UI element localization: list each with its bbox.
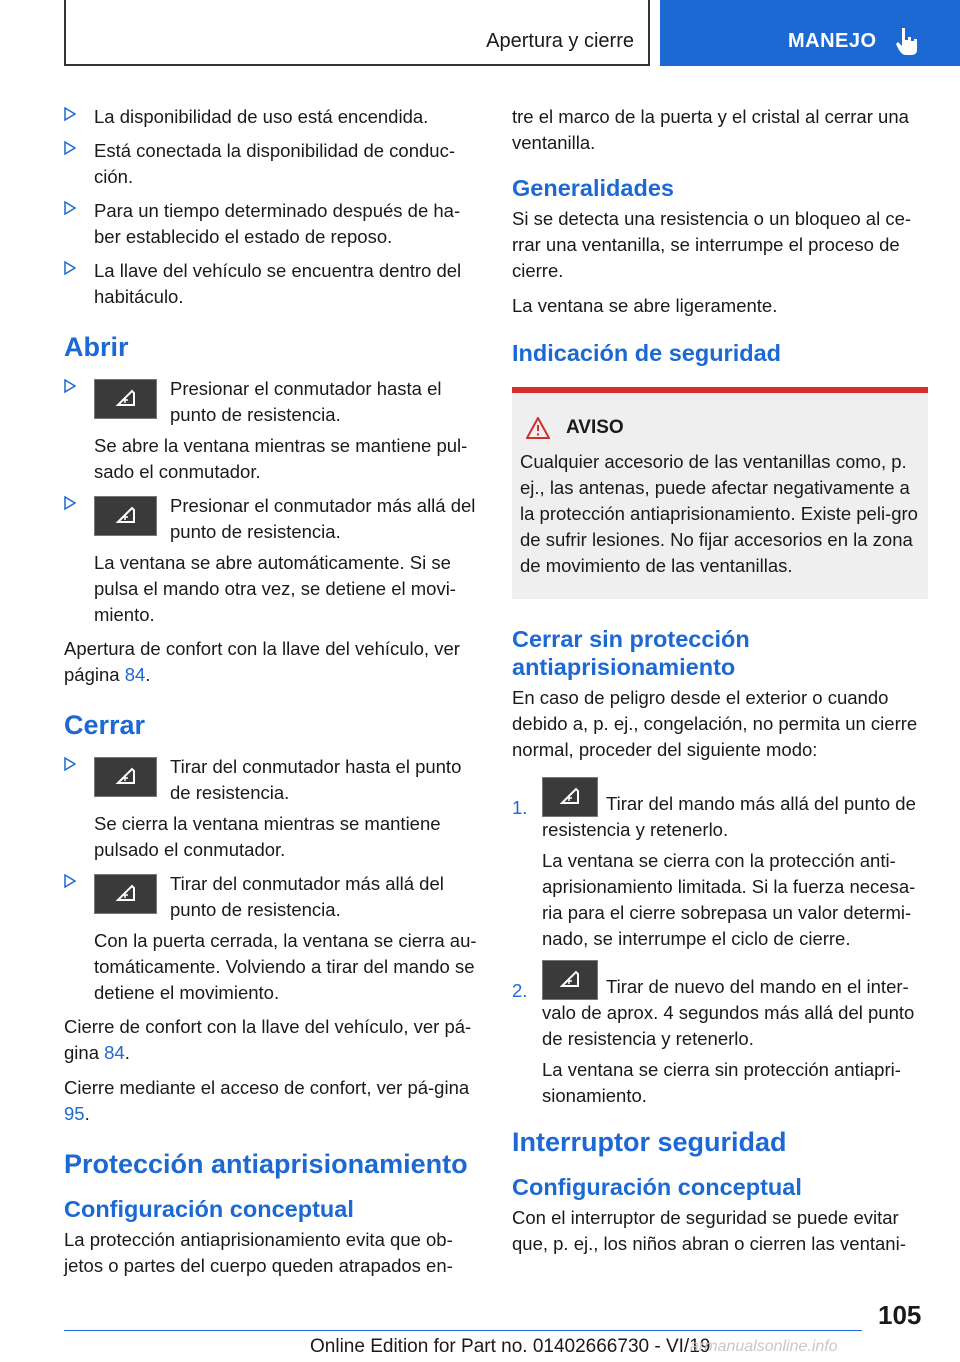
triangle-bullet-icon xyxy=(64,141,76,155)
step-text xyxy=(542,777,928,843)
warning-triangle-icon xyxy=(526,417,550,439)
page-link[interactable]: 95 xyxy=(64,1103,85,1124)
step-number: 2. xyxy=(512,980,528,1001)
triangle-bullet-icon xyxy=(64,496,76,510)
step-detail: La ventana se cierra con la protección anti-aprisionamiento limitada. Si la fuerza necesa-ria para el cierre sobrepasa un valor determi-nado, se interrumpe el ciclo de cierre. xyxy=(542,850,916,949)
list-item-detail: Con la puerta cerrada, la ventana se cierra au-tomáticamente. Volviendo a tirar del mando se detiene el movimiento. xyxy=(94,930,477,1003)
watermark: armanualsonline.info xyxy=(690,1338,838,1355)
note-end: . xyxy=(124,1042,130,1063)
triangle-bullet-icon xyxy=(64,874,76,888)
list-item-text: La llave del vehículo se encuentra dentro del habitáculo. xyxy=(94,260,462,307)
page-number: 105 xyxy=(878,1300,922,1330)
step-instruction: Tirar de nuevo del mando en el inter-valo de aprox. 4 segundos más allá del punto de resistencia y retenerlo. xyxy=(542,976,915,1049)
window-switch-icon xyxy=(542,777,598,817)
list-item xyxy=(64,138,482,190)
list-item xyxy=(64,198,482,250)
window-switch-icon xyxy=(94,379,157,419)
generalidades-p1: Si se detecta una resistencia o un bloqueo al ce-rrar una ventanilla, se interrumpe el proceso de cierre. xyxy=(512,208,912,281)
warning-box xyxy=(512,387,928,599)
list-item-text: Tirar del conmutador más allá del punto de resistencia. xyxy=(170,873,444,920)
step-item xyxy=(512,777,928,952)
list-item-text: Tirar del conmutador hasta el punto de resistencia. xyxy=(170,756,462,803)
triangle-bullet-icon xyxy=(64,379,76,393)
heading-cerrar: Cerrar xyxy=(64,710,146,740)
list-item-text: Está conectada la disponibilidad de conduc-ción. xyxy=(94,140,455,187)
triangle-bullet-icon xyxy=(64,201,76,215)
step-number: 1. xyxy=(512,797,528,818)
chapter-tab[interactable] xyxy=(660,0,960,66)
note-end: . xyxy=(84,1103,90,1124)
page-link[interactable]: 84 xyxy=(124,664,146,685)
page-link[interactable]: 84 xyxy=(104,1042,125,1063)
note-text: Cierre mediante el acceso de confort, ver pá-gina xyxy=(64,1077,470,1098)
list-item-detail: La ventana se abre automáticamente. Si se pulsa el mando otra vez, se detiene el movi-miento. xyxy=(94,552,456,625)
list-item-text: Presionar el conmutador hasta el punto de resistencia. xyxy=(170,378,442,425)
step-text xyxy=(542,960,928,1052)
generalidades-p2: La ventana se abre ligeramente. xyxy=(512,295,778,316)
list-item xyxy=(64,871,482,1006)
note-text: Cierre de confort con la llave del vehículo, ver pá-gina xyxy=(64,1016,472,1063)
hand-pointer-icon xyxy=(894,26,920,56)
list-item xyxy=(64,493,482,628)
chapter-tab-label: MANEJO xyxy=(788,30,877,52)
subheading-configuracion: Configuración conceptual xyxy=(64,1196,354,1222)
step-item xyxy=(512,960,928,1109)
comfort-open-note xyxy=(64,636,482,688)
heading-sin-proteccion: Cerrar sin protección antiaprisionamiento xyxy=(512,626,750,680)
triangle-bullet-icon xyxy=(64,261,76,275)
list-item-detail: Se cierra la ventana mientras se mantiene pulsado el conmutador. xyxy=(94,813,441,860)
interruptor-text: Con el interruptor de seguridad se puede evitar que, p. ej., los niños abran o cierren las ventani- xyxy=(512,1207,906,1254)
left-column xyxy=(64,104,482,1288)
comfort-access-note xyxy=(64,1075,482,1127)
note-text: Apertura de confort con la llave del vehículo, ver página xyxy=(64,638,460,685)
subheading-configuracion: Configuración conceptual xyxy=(512,1174,802,1200)
sin-proteccion-text: En caso de peligro desde el exterior o cuando debido a, p. ej., congelación, no permita un cierre normal, proceder del siguiente modo: xyxy=(512,687,918,760)
heading-proteccion: Protección antiaprisionamiento xyxy=(64,1149,468,1179)
list-item xyxy=(64,104,482,130)
warning-text: Cualquier accesorio de las ventanillas como, p. ej., las antenas, puede afectar negativamente a la protección antiaprisionamiento. Existe peli-gro de sufrir lesiones. No fijar accesorios en la zona de movimiento de las ventanillas. xyxy=(520,451,918,576)
heading-generalidades: Generalidades xyxy=(512,175,674,201)
list-item xyxy=(64,754,482,863)
comfort-close-note xyxy=(64,1014,482,1066)
list-item xyxy=(64,258,482,310)
list-item-detail: Se abre la ventana mientras se mantiene pul-sado el conmutador. xyxy=(94,435,468,482)
edition-text: Online Edition for Part no. 01402666730 - VI/19 xyxy=(310,1336,711,1357)
list-item-text: La disponibilidad de uso está encendida. xyxy=(94,106,429,127)
warning-header xyxy=(520,417,920,445)
step-detail: La ventana se cierra sin protección antiapri-sionamiento. xyxy=(542,1059,901,1106)
right-column xyxy=(512,104,928,1266)
note-end: . xyxy=(145,664,151,685)
footer-divider xyxy=(64,1330,862,1331)
heading-interruptor: Interruptor seguridad xyxy=(512,1127,787,1157)
header-section-box xyxy=(64,0,650,66)
list-item-text: Presionar el conmutador más allá del punto de resistencia. xyxy=(170,495,476,542)
step-instruction: Tirar del mando más allá del punto de resistencia y retenerlo. xyxy=(542,793,916,840)
heading-seguridad: Indicación de seguridad xyxy=(512,340,781,366)
list-item xyxy=(64,376,482,485)
section-title: Apertura y cierre xyxy=(486,30,634,52)
heading-abrir: Abrir xyxy=(64,332,129,362)
proteccion-text: La protección antiaprisionamiento evita que ob-jetos o partes del cuerpo queden atrapados en- xyxy=(64,1229,453,1276)
triangle-bullet-icon xyxy=(64,107,76,121)
triangle-bullet-icon xyxy=(64,757,76,771)
window-switch-icon xyxy=(94,496,157,536)
window-switch-icon xyxy=(94,757,157,797)
continuation-text: tre el marco de la puerta y el cristal al cerrar una ventanilla. xyxy=(512,106,909,153)
window-switch-icon xyxy=(94,874,157,914)
window-switch-icon xyxy=(542,960,598,1000)
warning-title: AVISO xyxy=(566,417,624,438)
list-item-text: Para un tiempo determinado después de ha-ber establecido el estado de reposo. xyxy=(94,200,461,247)
